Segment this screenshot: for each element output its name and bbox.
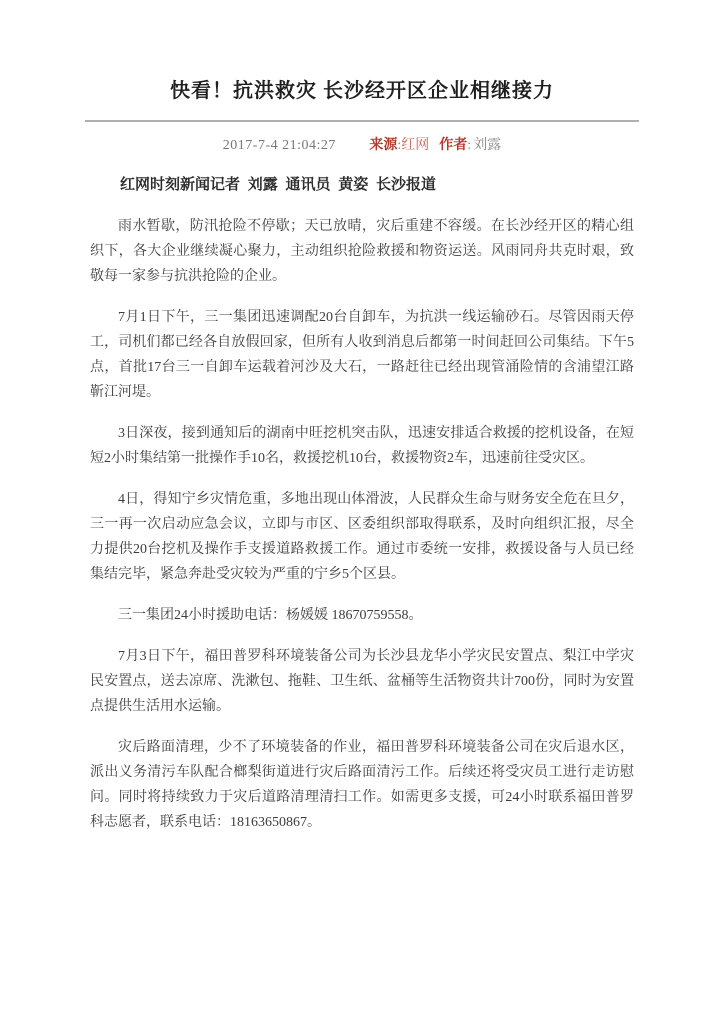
article-body bbox=[0, 173, 724, 835]
article-paragraph-4: 4日，得知宁乡灾情危重，多地出现山体滑波，人民群众生命与财务安全危在旦夕，三一再一次启动应急会议，立即与市区、区委组织部取得联系，及时向组织汇报，尽全力提供20台挖机及操作手支援道路救援工作。通过市委统一安排，救援设备与人员已经集结完毕，紧急奔赴受灾较为严重的宁乡5个区县。 bbox=[90, 492, 634, 582]
article-paragraph-2: 7月1日下午，三一集团迅速调配20台自卸车，为抗洪一线运输砂石。尽管因雨天停工，司机们都已经各自放假回家，但所有人收到消息后都第一时间赶回公司集结。下午5点，首批17台三一自卸车运载着河沙及大石，一路赶往已经出现管涌险情的含浦望江路靳江河堤。 bbox=[90, 310, 634, 400]
author-colon: : bbox=[467, 138, 472, 153]
source-name-link[interactable]: 红网 bbox=[401, 138, 430, 153]
source-label: 来源 bbox=[369, 138, 398, 153]
article-meta bbox=[0, 137, 724, 155]
page-title: 快看！抗洪救灾 长沙经开区企业相继接力 bbox=[170, 80, 554, 102]
article-paragraph-7: 灾后路面清理，少不了环境装备的作业，福田普罗科环境装备公司在灾后退水区，派出义务清污车队配合榔梨街道进行灾后路面清污工作。后续还将受灾员工进行走访慰问。同时将持续致力于灾后道路清理清扫工作。如需更多支援，可24小时联系福田普罗科志愿者，联系电话：18163650867。 bbox=[90, 740, 634, 830]
article-paragraph-1: 雨水暂歇，防汛抢险不停歇；天已放晴，灾后重建不容缓。在长沙经开区的精心组织下，各大企业继续凝心聚力，主动组织抢险救援和物资运送。风雨同舟共克时艰，致敬每一家参与抗洪抢险的企业。 bbox=[90, 219, 634, 284]
title-divider bbox=[85, 120, 639, 122]
source-colon: : bbox=[397, 138, 402, 153]
article-paragraph-hotline: 三一集团24小时援助电话：杨媛媛 18670759558。 bbox=[118, 608, 423, 623]
source-author-group bbox=[369, 138, 501, 153]
publish-datetime: 2017-7-4 21:04:27 bbox=[222, 138, 336, 153]
author-name: 刘露 bbox=[473, 138, 502, 153]
author-label: 作者 bbox=[439, 138, 468, 153]
article-paragraph-6: 7月3日下午，福田普罗科环境装备公司为长沙县龙华小学灾民安置点、梨江中学灾民安置点，送去凉席、洗漱包、拖鞋、卫生纸、盆桶等生活物资共计700份，同时为安置点提供生活用水运输。 bbox=[90, 649, 634, 714]
author-group bbox=[439, 138, 501, 153]
article-byline: 红网时刻新闻记者 刘露 通讯员 黄姿 长沙报道 bbox=[120, 177, 437, 193]
article-paragraph-3: 3日深夜，接到通知后的湖南中旺挖机突击队，迅速安排适合救援的挖机设备，在短短2小时集结第一批操作手10名，救援挖机10台，救援物资2车，迅速前往受灾区。 bbox=[90, 426, 634, 466]
